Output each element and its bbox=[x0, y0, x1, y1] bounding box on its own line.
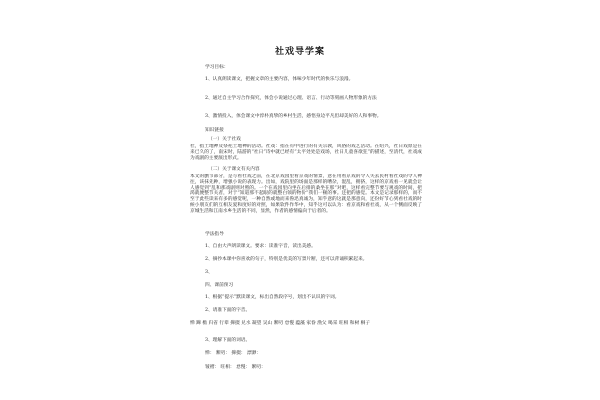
preview-heading: 四、课前预习 bbox=[205, 283, 234, 288]
objective-item: 3、激情投入，体会课文中淳朴真挚的乡村生活，感悟身边平凡但却美好的人和事物。 bbox=[205, 114, 382, 119]
method-item: 2、摘抄本课中你喜欢的句子，特别是优美的写景片断，还可以背诵积累起来。 bbox=[205, 257, 368, 262]
k1-heading: （一）关于社戏 bbox=[208, 137, 241, 142]
method-heading: 学法指导 bbox=[205, 232, 224, 237]
page-title: 社戏导学案 bbox=[274, 47, 325, 57]
k2-text: 本文的删节部分，是写看社戏之前，在北京戏园里看京戏的情景，意在用看京戏的令人失去民村看社戏的令人神往，该抹先种，增强小说的表现力。出如，戏院里的场面是那样的嘈杂，混乱，拥挤，这样的京戏看一见就会让人感觉到“乱和那戏剧则对照的。一个在戏园里向坐在后排的桑坐在那“对吧，这样看完整节要与观戏的时间，把渴就便整节关者，对于“知道那不起眼的就整白领的物价“我们一顿的事。还把的感觉。本文是记录那样的，而不至于此些读来有多的感觉呢，一种自然或地而来鲁迅真诚为，知乎意的这就是那意向，还份好节心到看社戏的时候小朋友们的互相友爱和度好的对照，如果软件作华中，知乎这可以认为：看京戏和看社戏，从一个侧面反映了京城生活和江南水乡生活的不同，显然，作者的感情偏向于后者的。 bbox=[190, 174, 422, 214]
objectives-heading: 学习目标： bbox=[205, 65, 229, 70]
preview-item: 2、请准下面的字音。 bbox=[205, 308, 251, 313]
k1-text: 社，指土地神及祭祀土地神的活动。社戏：指在有中进行的有关宗教，风俗的戏艺活动。在绍兴，社日戏原是在来已久的了，南宋时，陆游的“社日”诗中就已经有“太平处处是戏场，社日儿童喜欲狂”的描述，至清代，社戏成为戏剧的主要演出形式。 bbox=[190, 144, 422, 161]
k2-heading: （二）关于课文有关内容 bbox=[208, 167, 260, 172]
pinyin-characters: 惮 蹿 檐 归省 行辈 撺掇 兑水 凝望 吴山 絮叨 怠慢 蕴藻 家眷 渔父 喝采 旺相 和树 桐子 bbox=[190, 321, 371, 326]
preview-item: 3、理解下面的词语。 bbox=[205, 338, 251, 343]
objective-item: 1、认真朗读课文，把握文章的主要内容，体味少年时代的快乐与浪漫。 bbox=[205, 77, 354, 82]
vocab-row: 惮： 絮叨： 撺掇： 漂渺： bbox=[205, 351, 262, 356]
vocab-row: 皱褶： 旺相： 怠慢： 絮叨： bbox=[205, 365, 266, 370]
method-item: 1、自由大声朗读课文。要求：读准字音，读出美感。 bbox=[205, 244, 316, 249]
knowledge-heading: 知识链接 bbox=[205, 128, 224, 133]
objective-item: 2、通过自主学习合作探究，体会小说通过心理、语言、行动等刻画人物形象的方法 bbox=[205, 96, 377, 101]
preview-item: 1、根据“提示”默读课文，标出自然段序号，划出不认识的字词。 bbox=[205, 295, 340, 300]
method-item: 3、 bbox=[205, 270, 213, 275]
